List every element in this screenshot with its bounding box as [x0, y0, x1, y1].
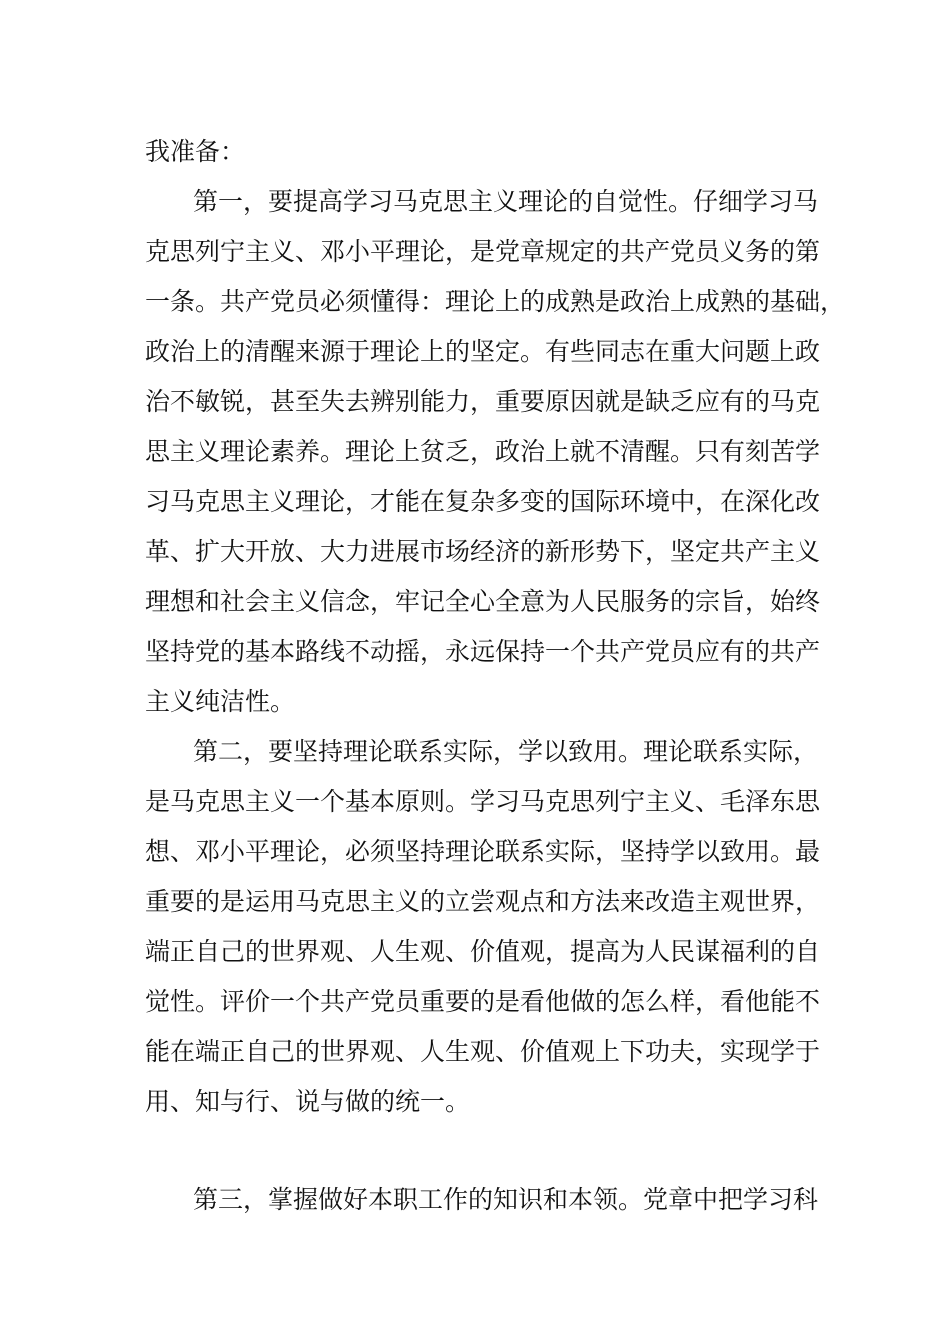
paragraph-2-line-2: 是马克思主义一个基本原则。学习马克思列宁主义、毛泽东思: [145, 787, 821, 816]
paragraph-2-line-3: 想、邓小平理论，必须坚持理论联系实际，坚持学以致用。最: [145, 837, 821, 866]
paragraph-2-line-4: 重要的是运用马克思主义的立尝观点和方法来改造主观世界，: [145, 887, 821, 916]
paragraph-2-line-6: 觉性。评价一个共产党员重要的是看他做的怎么样，看他能不: [145, 987, 821, 1016]
paragraph-1-line-4: 政治上的清醒来源于理论上的坚定。有些同志在重大问题上政: [145, 337, 821, 366]
paragraph-2-line-8: 用、知与行、说与做的统一。: [145, 1087, 471, 1116]
paragraph-2-line-7: 能在端正自己的世界观、人生观、价值观上下功夫，实现学于: [145, 1037, 821, 1066]
paragraph-1-line-6: 思主义理论素养。理论上贫乏，政治上就不清醒。只有刻苦学: [145, 437, 821, 466]
paragraph-3-line-1: 第三，掌握做好本职工作的知识和本领。党章中把学习科: [193, 1185, 819, 1214]
paragraph-1-line-5: 治不敏锐，甚至失去辨别能力，重要原因就是缺乏应有的马克: [145, 387, 821, 416]
paragraph-2-line-1: 第二，要坚持理论联系实际，学以致用。理论联系实际，: [193, 737, 819, 766]
paragraph-1-line-11: 主义纯洁性。: [145, 687, 296, 716]
paragraph-1-line-7: 习马克思主义理论，才能在复杂多变的国际环境中，在深化改: [145, 487, 821, 516]
paragraph-1-line-9: 理想和社会主义信念，牢记全心全意为人民服务的宗旨，始终: [145, 587, 821, 616]
paragraph-1-line-3: 一条。共产党员必须懂得：理论上的成熟是政治上成熟的基础，: [145, 287, 846, 316]
paragraph-1-line-10: 坚持党的基本路线不动摇，永远保持一个共产党员应有的共产: [145, 637, 821, 666]
paragraph-1-line-1: 第一，要提高学习马克思主义理论的自觉性。仔细学习马: [193, 187, 819, 216]
text-line-intro: 我准备：: [145, 137, 246, 166]
paragraph-2-line-5: 端正自己的世界观、人生观、价值观，提高为人民谋福利的自: [145, 937, 821, 966]
paragraph-1-line-8: 革、扩大开放、大力进展市场经济的新形势下，坚定共产主义: [145, 537, 821, 566]
paragraph-1-line-2: 克思列宁主义、邓小平理论，是党章规定的共产党员义务的第: [145, 237, 821, 266]
